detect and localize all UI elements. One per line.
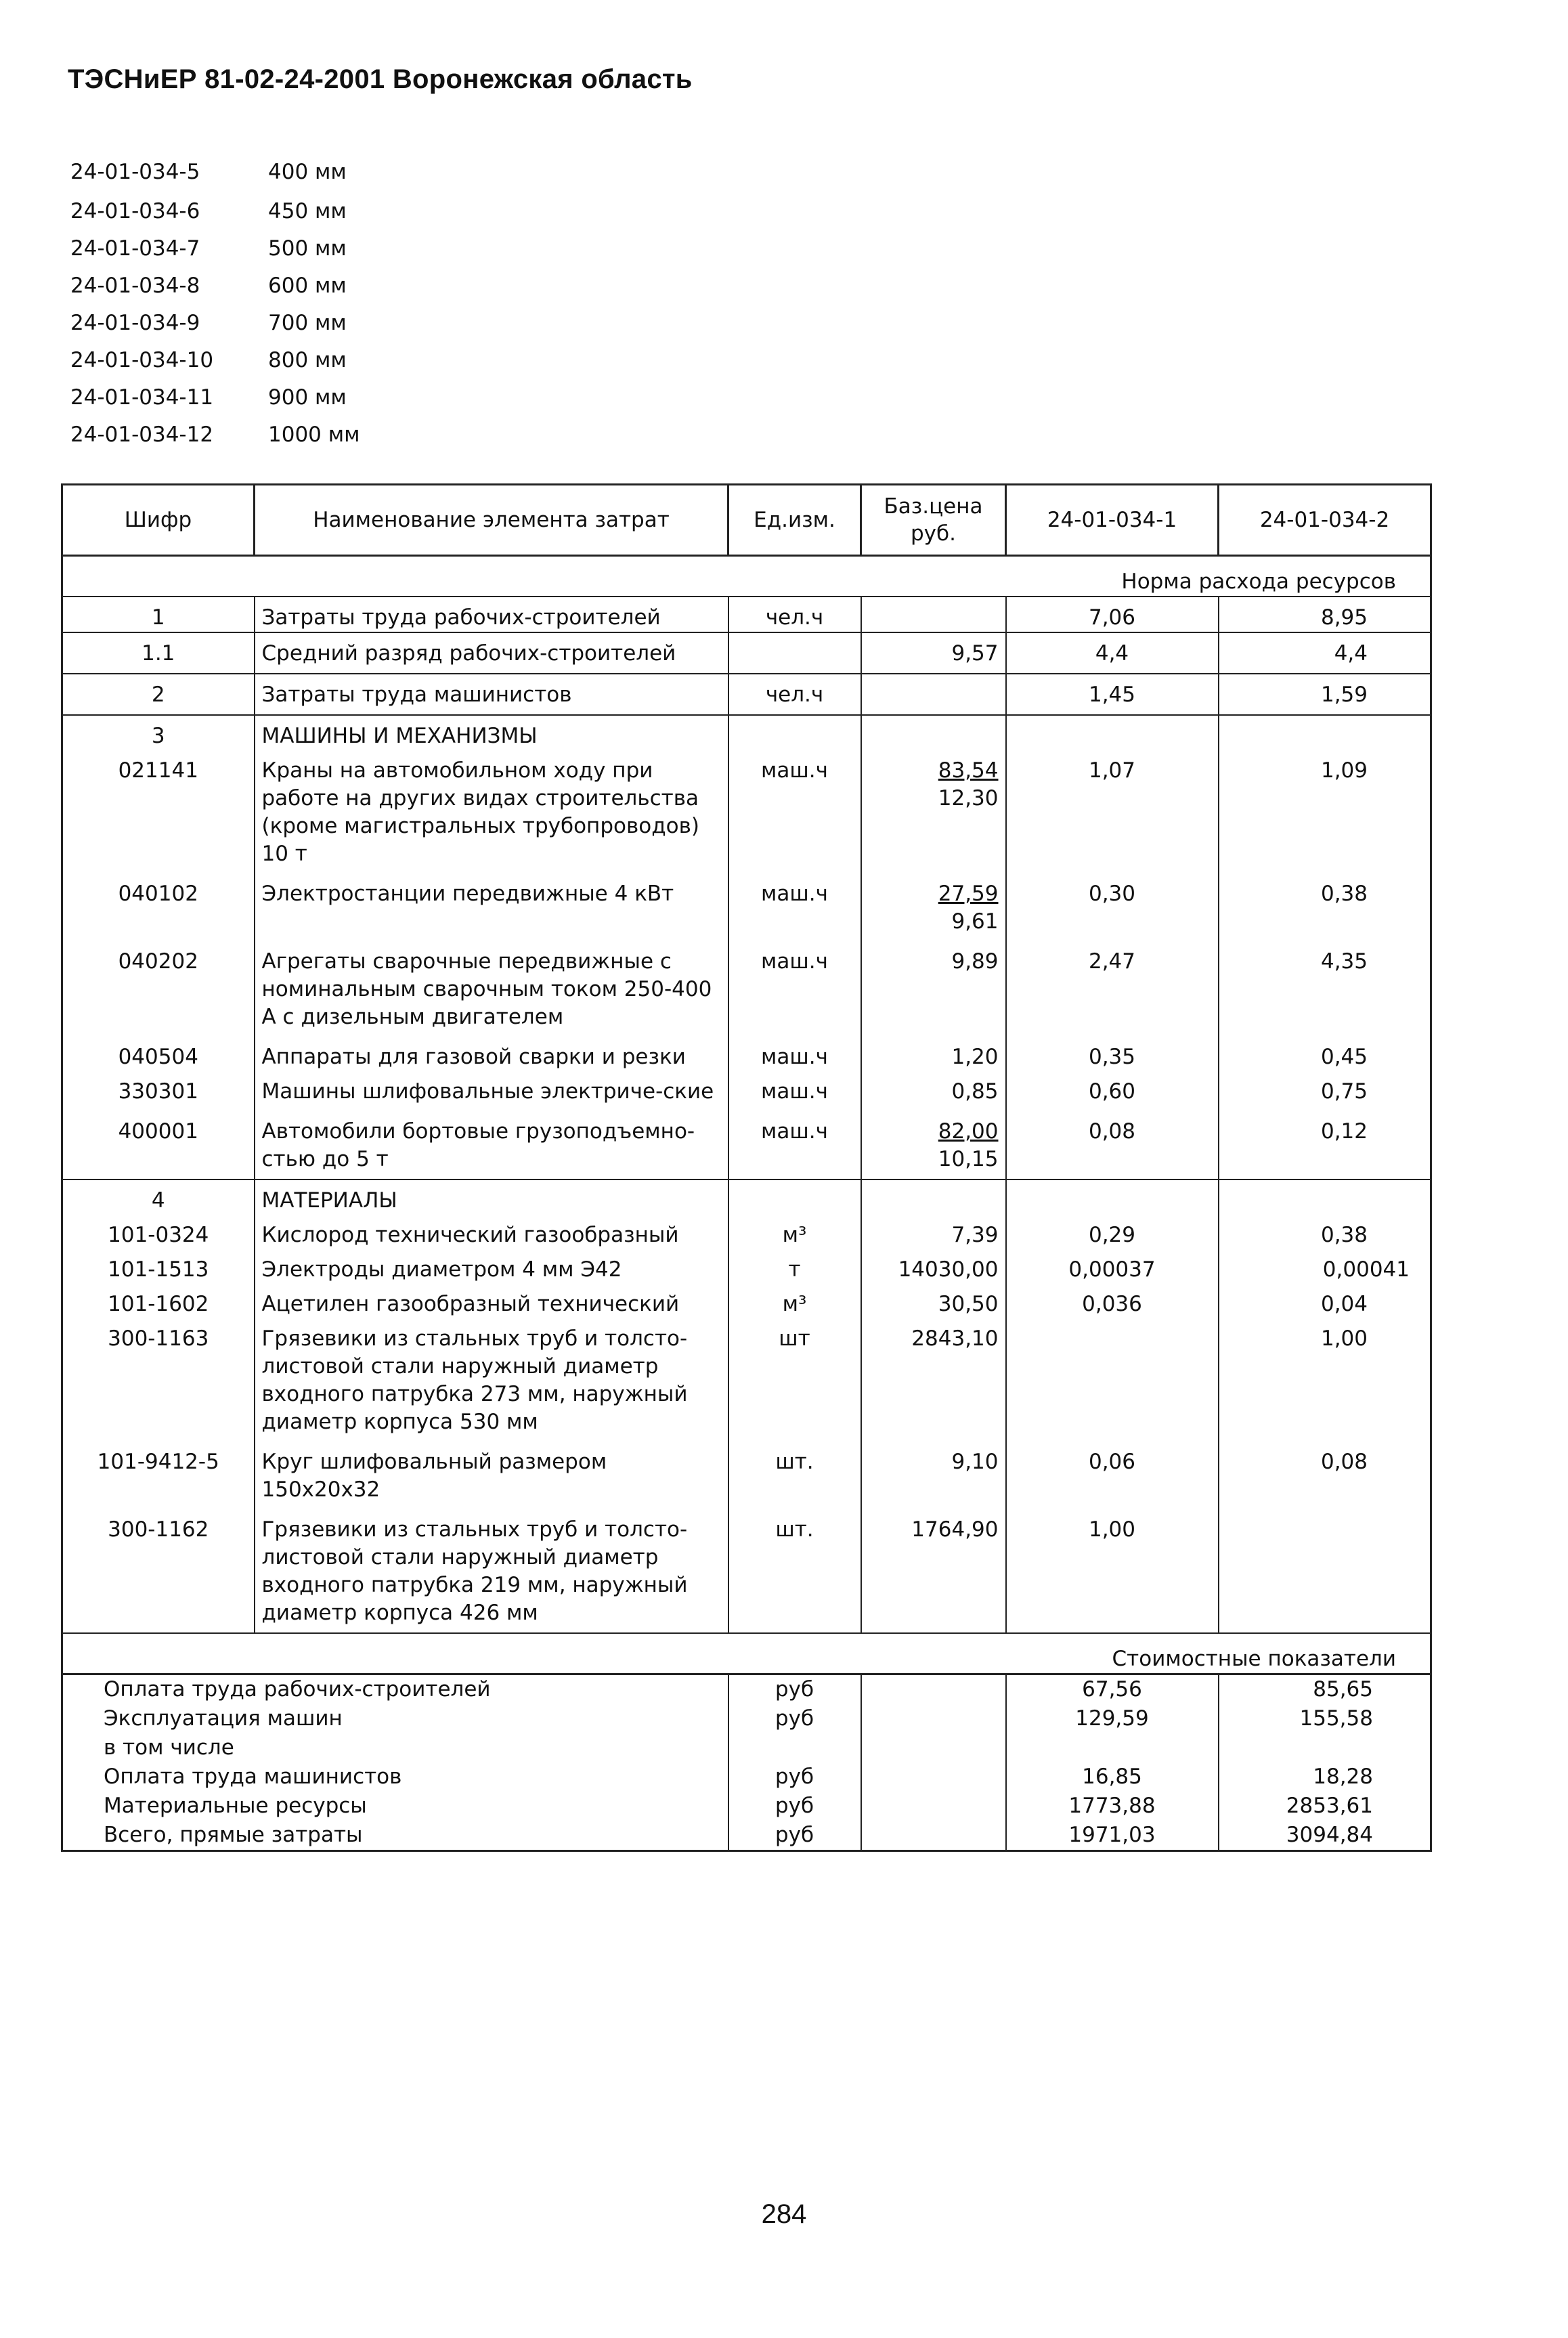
table-row bbox=[62, 1442, 1431, 1509]
totals-unit: руб bbox=[728, 1792, 861, 1821]
code: 24-01-034-9 bbox=[70, 311, 200, 335]
cell-price bbox=[861, 597, 1006, 632]
totals-unit: руб bbox=[728, 1762, 861, 1792]
cell-price: 9,57 bbox=[861, 632, 1006, 674]
cell-unit: чел.ч bbox=[728, 597, 861, 632]
cell-code: 040504 bbox=[62, 1037, 255, 1071]
code: 24-01-034-5 bbox=[70, 160, 200, 184]
cell-price: 9,89 bbox=[861, 941, 1006, 1037]
table-row bbox=[62, 1249, 1431, 1284]
cell-v2: 1,59 bbox=[1219, 674, 1431, 715]
cost-label: Стоимостные показатели bbox=[62, 1633, 1431, 1674]
cell-v1: 0,00037 bbox=[1006, 1249, 1219, 1284]
totals-v2: 3094,84 bbox=[1219, 1821, 1431, 1851]
cell-unit: м³ bbox=[728, 1215, 861, 1249]
cell-v1: 0,08 bbox=[1006, 1111, 1219, 1179]
cell-v2: 1,00 bbox=[1219, 1318, 1431, 1442]
price-wages: 9,61 bbox=[951, 909, 999, 934]
cell-v1: 0,30 bbox=[1006, 873, 1219, 941]
cell-unit: шт bbox=[728, 1318, 861, 1442]
cell-v1: 1,00 bbox=[1006, 1509, 1219, 1633]
cell-code: 101-0324 bbox=[62, 1215, 255, 1249]
cell-unit: маш.ч bbox=[728, 941, 861, 1037]
cell-name: Ацетилен газообразный технический bbox=[255, 1284, 728, 1318]
cell-unit: маш.ч bbox=[728, 750, 861, 873]
code: 24-01-034-11 bbox=[70, 385, 214, 410]
totals-row bbox=[62, 1792, 1431, 1821]
cell-name: Затраты труда рабочих-строителей bbox=[255, 597, 728, 632]
totals-row bbox=[62, 1674, 1431, 1705]
cell-v1: 2,47 bbox=[1006, 941, 1219, 1037]
cell-v1: 0,60 bbox=[1006, 1071, 1219, 1111]
cell-v2: 0,08 bbox=[1219, 1442, 1431, 1509]
cell-price: 30,50 bbox=[861, 1284, 1006, 1318]
totals-unit: руб bbox=[728, 1704, 861, 1733]
cell-unit: шт. bbox=[728, 1509, 861, 1633]
totals-row bbox=[62, 1821, 1431, 1851]
cell-v2 bbox=[1219, 1509, 1431, 1633]
size: 900 мм bbox=[268, 385, 347, 410]
document-title: ТЭСНиЕР 81-02-24-2001 Воронежская область bbox=[68, 64, 693, 94]
section-title: МАШИНЫ И МЕХАНИЗМЫ bbox=[255, 715, 728, 750]
totals-row bbox=[62, 1733, 1431, 1762]
cost-label-row bbox=[62, 1633, 1431, 1674]
price-base: 27,59 bbox=[938, 882, 999, 906]
cell-v1: 7,06 bbox=[1006, 597, 1219, 632]
cell-unit: шт. bbox=[728, 1442, 861, 1509]
cell-v1: 1,07 bbox=[1006, 750, 1219, 873]
cell-name: Грязевики из стальных труб и толсто-листовой стали наружный диаметр входного патрубка 219 мм, наружный диаметр корпуса 426 мм bbox=[255, 1509, 728, 1633]
cell-code: 101-1602 bbox=[62, 1284, 255, 1318]
cell-unit: т bbox=[728, 1249, 861, 1284]
code: 24-01-034-6 bbox=[70, 199, 200, 223]
table-row bbox=[62, 674, 1431, 715]
section-number: 4 bbox=[62, 1179, 255, 1215]
totals-v1: 67,56 bbox=[1006, 1674, 1219, 1705]
cell-name: Электроды диаметром 4 мм Э42 bbox=[255, 1249, 728, 1284]
totals-name: Всего, прямые затраты bbox=[62, 1821, 728, 1851]
header-col2: 24-01-034-2 bbox=[1219, 485, 1431, 556]
cell-price: 7,39 bbox=[861, 1215, 1006, 1249]
cell-name: Агрегаты сварочные передвижные с номинальным сварочным током 250-400 А с дизельным двигателем bbox=[255, 941, 728, 1037]
cell-v1 bbox=[1006, 1318, 1219, 1442]
cell-name: Автомобили бортовые грузоподъемно-стью до 5 т bbox=[255, 1111, 728, 1179]
cell-v2: 4,4 bbox=[1219, 632, 1431, 674]
table-row bbox=[62, 1284, 1431, 1318]
norm-label-row bbox=[62, 556, 1431, 597]
totals-name: Оплата труда рабочих-строителей bbox=[62, 1674, 728, 1705]
price-wages: 12,30 bbox=[938, 786, 999, 810]
section-row bbox=[62, 1179, 1431, 1215]
totals-name: Эксплуатация машин bbox=[62, 1704, 728, 1733]
cell-v2: 0,38 bbox=[1219, 1215, 1431, 1249]
table-header-row bbox=[62, 485, 1431, 556]
table-row bbox=[62, 1111, 1431, 1179]
size: 450 мм bbox=[268, 199, 347, 223]
size: 1000 мм bbox=[268, 423, 360, 447]
table-row bbox=[62, 941, 1431, 1037]
cell-price: 1,20 bbox=[861, 1037, 1006, 1071]
cell-v1: 0,29 bbox=[1006, 1215, 1219, 1249]
totals-v2: 155,58 bbox=[1219, 1704, 1431, 1733]
cell-unit: маш.ч bbox=[728, 1071, 861, 1111]
cell-code: 400001 bbox=[62, 1111, 255, 1179]
cell-v2: 4,35 bbox=[1219, 941, 1431, 1037]
cell-name: Грязевики из стальных труб и толсто-листовой стали наружный диаметр входного патрубка 273 мм, наружный диаметр корпуса 530 мм bbox=[255, 1318, 728, 1442]
cell-price bbox=[861, 750, 1006, 873]
cell-v2: 1,09 bbox=[1219, 750, 1431, 873]
table-row bbox=[62, 597, 1431, 632]
cell-code: 300-1163 bbox=[62, 1318, 255, 1442]
code: 24-01-034-10 bbox=[70, 348, 214, 372]
cell-price: 0,85 bbox=[861, 1071, 1006, 1111]
table-row bbox=[62, 1037, 1431, 1071]
cell-unit: маш.ч bbox=[728, 873, 861, 941]
totals-name: Оплата труда машинистов bbox=[62, 1762, 728, 1792]
cell-price: 1764,90 bbox=[861, 1509, 1006, 1633]
cell-price: 9,10 bbox=[861, 1442, 1006, 1509]
header-unit: Ед.изм. bbox=[728, 485, 861, 556]
table-row bbox=[62, 632, 1431, 674]
header-name: Наименование элемента затрат bbox=[255, 485, 728, 556]
cell-unit bbox=[728, 632, 861, 674]
cell-v2: 0,38 bbox=[1219, 873, 1431, 941]
cell-unit: м³ bbox=[728, 1284, 861, 1318]
cell-v2: 0,45 bbox=[1219, 1037, 1431, 1071]
totals-unit: руб bbox=[728, 1674, 861, 1705]
cell-v2: 0,00041 bbox=[1219, 1249, 1431, 1284]
cell-v2: 8,95 bbox=[1219, 597, 1431, 632]
cell-name: Электростанции передвижные 4 кВт bbox=[255, 873, 728, 941]
cell-v2: 0,12 bbox=[1219, 1111, 1431, 1179]
cell-unit: маш.ч bbox=[728, 1037, 861, 1071]
table-row bbox=[62, 1318, 1431, 1442]
section-title: МАТЕРИАЛЫ bbox=[255, 1179, 728, 1215]
totals-v1: 16,85 bbox=[1006, 1762, 1219, 1792]
cell-name: Круг шлифовальный размером 150x20x32 bbox=[255, 1442, 728, 1509]
norm-label: Норма расхода ресурсов bbox=[62, 556, 1431, 597]
code: 24-01-034-7 bbox=[70, 236, 200, 261]
totals-v2: 2853,61 bbox=[1219, 1792, 1431, 1821]
cell-name: Машины шлифовальные электриче-ские bbox=[255, 1071, 728, 1111]
table-row bbox=[62, 750, 1431, 873]
cell-code: 1.1 bbox=[62, 632, 255, 674]
cell-name: Краны на автомобильном ходу при работе на других видах строительства (кроме магистральных трубопроводов) 10 т bbox=[255, 750, 728, 873]
cell-v1: 0,06 bbox=[1006, 1442, 1219, 1509]
cell-code: 101-1513 bbox=[62, 1249, 255, 1284]
cell-unit: маш.ч bbox=[728, 1111, 861, 1179]
price-base: 83,54 bbox=[938, 758, 999, 783]
cell-name: Затраты труда машинистов bbox=[255, 674, 728, 715]
totals-v2: 18,28 bbox=[1219, 1762, 1431, 1792]
cell-v1: 4,4 bbox=[1006, 632, 1219, 674]
price-base: 82,00 bbox=[938, 1119, 999, 1144]
totals-name: Материальные ресурсы bbox=[62, 1792, 728, 1821]
resource-norms-table bbox=[61, 483, 1432, 1852]
cell-v2: 0,75 bbox=[1219, 1071, 1431, 1111]
cell-code: 330301 bbox=[62, 1071, 255, 1111]
header-cipher: Шифр bbox=[62, 485, 255, 556]
totals-row bbox=[62, 1762, 1431, 1792]
section-number: 3 bbox=[62, 715, 255, 750]
cell-price bbox=[861, 873, 1006, 941]
code: 24-01-034-12 bbox=[70, 423, 214, 447]
totals-unit: руб bbox=[728, 1821, 861, 1851]
size: 600 мм bbox=[268, 274, 347, 298]
header-col1: 24-01-034-1 bbox=[1006, 485, 1219, 556]
cell-code: 101-9412-5 bbox=[62, 1442, 255, 1509]
section-row bbox=[62, 715, 1431, 750]
cell-code: 1 bbox=[62, 597, 255, 632]
table-row bbox=[62, 1509, 1431, 1633]
cell-v1: 0,036 bbox=[1006, 1284, 1219, 1318]
cell-price bbox=[861, 674, 1006, 715]
size: 500 мм bbox=[268, 236, 347, 261]
size: 400 мм bbox=[268, 160, 347, 184]
totals-v1: 1773,88 bbox=[1006, 1792, 1219, 1821]
cell-code: 040102 bbox=[62, 873, 255, 941]
code: 24-01-034-8 bbox=[70, 274, 200, 298]
cell-v1: 1,45 bbox=[1006, 674, 1219, 715]
table-row bbox=[62, 1215, 1431, 1249]
cell-code: 040202 bbox=[62, 941, 255, 1037]
totals-v1: 129,59 bbox=[1006, 1704, 1219, 1733]
cell-v1: 0,35 bbox=[1006, 1037, 1219, 1071]
cell-name: Кислород технический газообразный bbox=[255, 1215, 728, 1249]
cell-code: 300-1162 bbox=[62, 1509, 255, 1633]
price-wages: 10,15 bbox=[938, 1147, 999, 1171]
size: 700 мм bbox=[268, 311, 347, 335]
cell-name: Аппараты для газовой сварки и резки bbox=[255, 1037, 728, 1071]
cell-price bbox=[861, 1111, 1006, 1179]
totals-row bbox=[62, 1704, 1431, 1733]
table-row bbox=[62, 1071, 1431, 1111]
cell-unit: чел.ч bbox=[728, 674, 861, 715]
totals-name: в том числе bbox=[62, 1733, 728, 1762]
cell-price: 2843,10 bbox=[861, 1318, 1006, 1442]
table-row bbox=[62, 873, 1431, 941]
totals-v2: 85,65 bbox=[1219, 1674, 1431, 1705]
size: 800 мм bbox=[268, 348, 347, 372]
header-price: Баз.цена руб. bbox=[861, 485, 1006, 556]
page-number: 284 bbox=[761, 2199, 807, 2229]
cell-code: 2 bbox=[62, 674, 255, 715]
totals-v1: 1971,03 bbox=[1006, 1821, 1219, 1851]
cell-v2: 0,04 bbox=[1219, 1284, 1431, 1318]
cell-name: Средний разряд рабочих-строителей bbox=[255, 632, 728, 674]
cell-price: 14030,00 bbox=[861, 1249, 1006, 1284]
cell-code: 021141 bbox=[62, 750, 255, 873]
